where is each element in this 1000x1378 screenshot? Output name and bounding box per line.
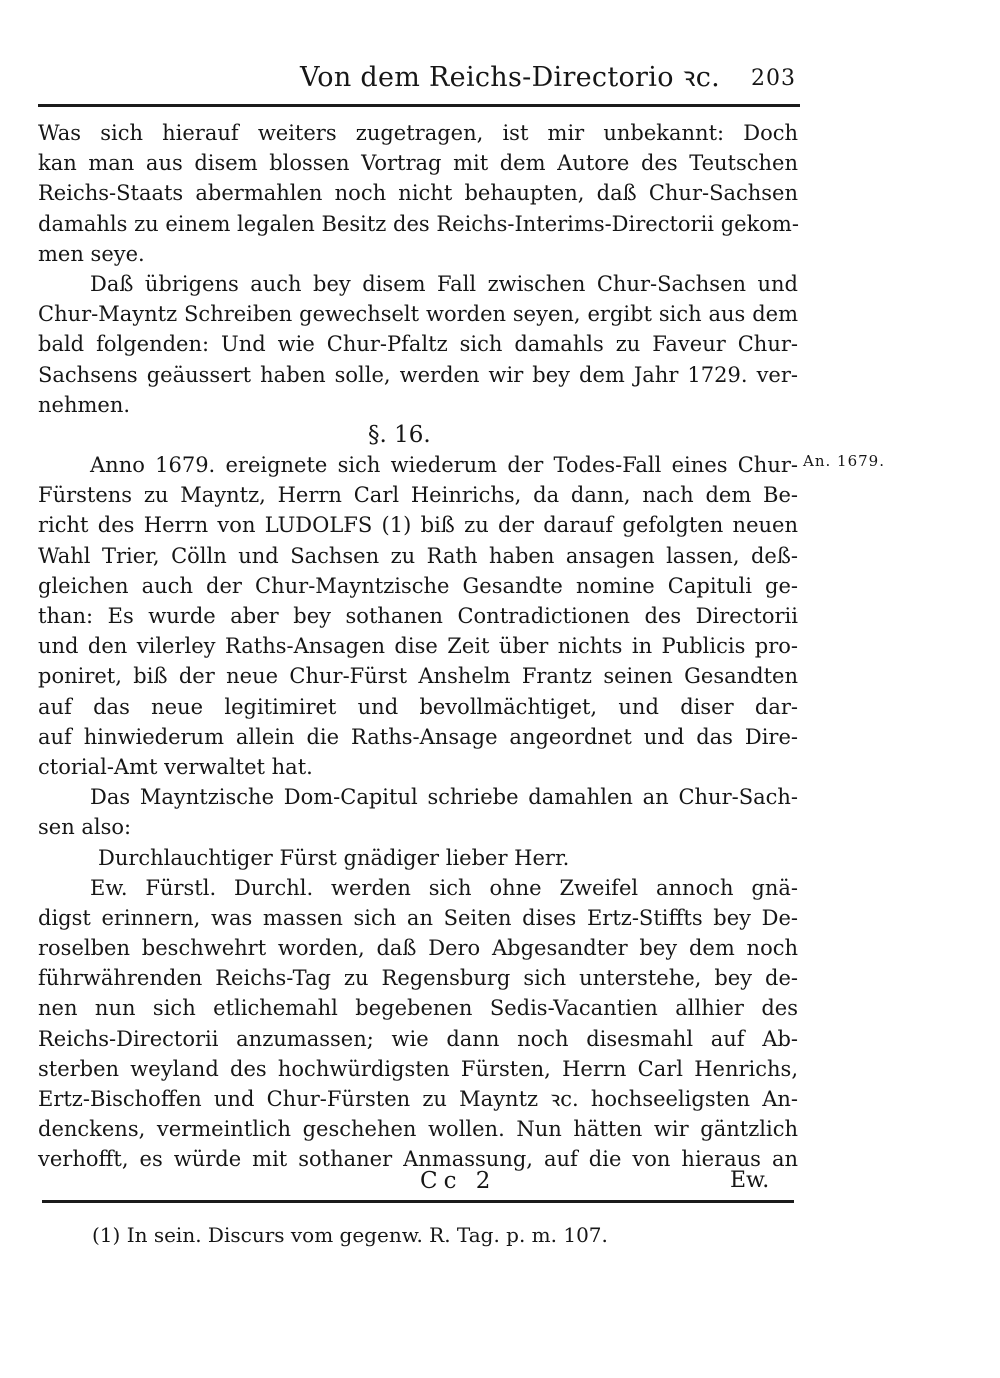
text-line: Fürstens zu Mayntz, Herrn Carl Heinrichs, da dann, nach dem Be- (38, 483, 798, 508)
text-line: verhofft, es würde mit sothaner Anmassung, auf die von hieraus an (38, 1147, 798, 1172)
footnote-rule (42, 1200, 794, 1203)
running-title: Von dem Reichs-Directorio ꝛc. (299, 62, 721, 93)
text-line: denckens, vermeintlich geschehen wollen. Nun hätten wir gäntzlich (38, 1117, 798, 1142)
text-line: Reichs-Directorii anzumassen; wie dann noch disesmahl auf Ab- (38, 1026, 798, 1051)
text-line: nehmen. (38, 392, 131, 417)
text-line: sterben weyland des hochwürdigsten Fürsten, Herrn Carl Henrichs, (38, 1056, 798, 1081)
text-line: Ertz-Bischoffen und Chur-Fürsten zu Mayntz ꝛc. hochseeligsten An- (38, 1087, 798, 1111)
text-line: Wahl Trier, Cölln und Sachsen zu Rath haben ansagen lassen, deß- (38, 543, 798, 568)
text-line: ctorial-Amt verwaltet hat. (38, 754, 313, 779)
text-line: Ew. Fürstl. Durchl. werden sich ohne Zweifel annoch gnä- (90, 875, 798, 900)
text-line: auf das neue legitimiret und bevollmächtiget, und diser dar- (38, 694, 798, 719)
text-line: richt des Herrn von LUDOLFS (1) biß zu der darauf gefolgten neuen (38, 513, 798, 538)
signature-mark: Cc 2 (420, 1168, 497, 1194)
text-line: Anno 1679. ereignete sich wiederum der Todes-Fall eines Chur- (90, 453, 798, 478)
text-line: auf hinwiederum allein die Raths-Ansage angeordnet und das Dire- (38, 724, 798, 749)
text-line: Das Mayntzische Dom-Capitul schriebe damahlen an Chur-Sach- (90, 785, 798, 810)
text-line: nen nun sich etlichemahl begebenen Sedis-Vacantien allhier des (38, 996, 798, 1021)
main-text-block (38, 118, 798, 1175)
text-line: Chur-Mayntz Schreiben gewechselt worden seyen, ergibt sich aus dem (38, 302, 798, 327)
letter-salutation: Durchlauchtiger Fürst gnädiger lieber Herr. (98, 845, 570, 870)
text-line: poniret, biß der neue Chur-Fürst Anshelm Frantz seinen Gesandten (38, 664, 798, 689)
text-line: sen also: (38, 815, 132, 840)
text-line: kan man aus disem blossen Vortrag mit dem Autore des Teutschen (38, 151, 798, 176)
page-number: 203 (751, 66, 796, 91)
text-line: damahls zu einem legalen Besitz des Reichs-Interims-Directorii gekom- (38, 211, 799, 236)
text-line: führwährenden Reichs-Tag zu Regensburg sich unterstehe, bey de- (38, 966, 798, 991)
footnote: (1) In sein. Discurs vom gegenw. R. Tag. p. m. 107. (92, 1223, 608, 1247)
text-line: Daß übrigens auch bey disem Fall zwischen Chur-Sachsen und (90, 271, 798, 296)
header-rule (38, 104, 800, 107)
text-line: digst erinnern, was massen sich an Seiten dises Ertz-Stiffts bey De- (38, 905, 798, 930)
catchword: Ew. (730, 1168, 770, 1193)
text-line: und den vilerley Raths-Ansagen dise Zeit über nichts in Publicis pro- (38, 634, 798, 659)
text-line: bald folgenden: Und wie Chur-Pfaltz sich damahls zu Faveur Chur- (38, 332, 798, 357)
text-line: than: Es wurde aber bey sothanen Contradictionen des Directorii (38, 604, 798, 628)
text-line: Sachsens geäussert haben solle, werden wir bey dem Jahr 1729. ver- (38, 362, 798, 387)
text-line: Reichs-Staats abermahlen noch nicht behaupten, daß Chur-Sachsen (38, 181, 798, 206)
section-heading: §. 16. (368, 421, 431, 448)
text-line: gleichen auch der Chur-Mayntzische Gesandte nomine Capituli ge- (38, 573, 798, 598)
margin-note-year: An. 1679. (803, 452, 885, 470)
text-line: men seye. (38, 241, 145, 266)
text-line: roselben beschwehrt worden, daß Dero Abgesandter bey dem noch (38, 936, 798, 961)
text-line: Was sich hierauf weiters zugetragen, ist mir unbekannt: Doch (38, 121, 798, 145)
